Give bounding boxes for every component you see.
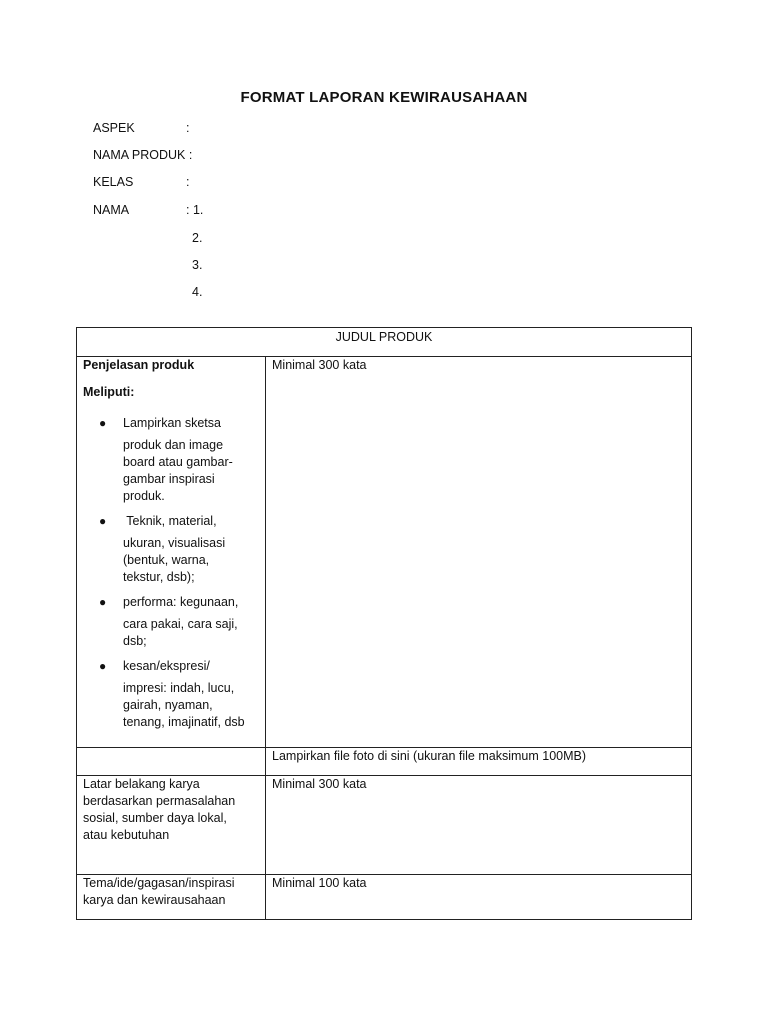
field-colon-nama: : 1. — [186, 203, 204, 217]
bullet-icon: ● — [99, 595, 107, 609]
table-header-judul-produk: JUDUL PRODUK — [77, 328, 692, 357]
meliputi-label: Meliputi: — [83, 385, 135, 399]
field-label-aspek: ASPEK — [93, 121, 135, 135]
bullet-icon: ● — [99, 659, 107, 673]
name-number-4: 4. — [192, 285, 203, 299]
name-number-3: 3. — [192, 258, 203, 272]
table-row — [77, 776, 692, 875]
field-colon-kelas: : — [186, 175, 190, 189]
field-label-kelas: KELAS — [93, 175, 134, 189]
list-item: ● kesan/ekspresi/ impresi: indah, lucu, gairah, nyaman, tenang, imajinatif, dsb — [99, 659, 245, 729]
cell-latar-belakang: Latar belakang karya berdasarkan permasalahan sosial, sumber daya lokal, atau kebutuhan — [77, 776, 266, 875]
field-colon-aspek: : — [186, 121, 190, 135]
cell-empty — [77, 748, 266, 776]
field-label-nama: NAMA — [93, 203, 130, 217]
table-row — [77, 357, 692, 748]
cell-penjelasan-produk — [77, 357, 266, 748]
field-label-nama-produk: NAMA PRODUK : — [93, 148, 193, 162]
bullet-list — [83, 415, 259, 731]
bullet-icon: ● — [99, 514, 107, 528]
penjelasan-produk-label: Penjelasan produk — [83, 358, 195, 372]
cell-latar-belakang-value[interactable]: Minimal 300 kata — [266, 776, 692, 875]
cell-lampirkan-foto[interactable]: Lampirkan file foto di sini (ukuran file maksimum 100MB) — [266, 748, 692, 776]
cell-tema-ide-value[interactable]: Minimal 100 kata — [266, 875, 692, 920]
table-row — [77, 748, 692, 776]
list-item: ● Lampirkan sketsa produk dan image board atau gambar- gambar inspirasi produk. — [99, 416, 233, 503]
cell-tema-ide: Tema/ide/gagasan/inspirasi karya dan kewirausahaan — [77, 875, 266, 920]
table-row — [77, 875, 692, 920]
document-title: FORMAT LAPORAN KEWIRAUSAHAAN — [240, 89, 528, 106]
report-table — [76, 327, 692, 920]
cell-penjelasan-produk-value[interactable]: Minimal 300 kata — [266, 357, 692, 748]
list-item: ● performa: kegunaan, cara pakai, cara saji, dsb; — [99, 595, 239, 648]
list-item: ● Teknik, material, ukuran, visualisasi (bentuk, warna, tekstur, dsb); — [99, 514, 226, 584]
name-number-2: 2. — [192, 231, 203, 245]
bullet-icon: ● — [99, 416, 107, 430]
